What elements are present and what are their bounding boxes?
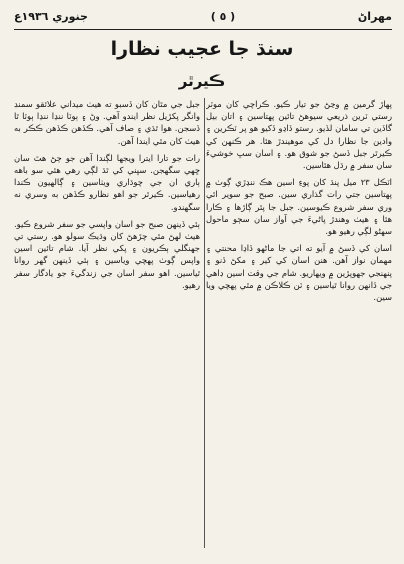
paragraph: اسان کي ڏسڻ ۾ آيو ته اتي جا ماڻهو ڏاڍا محنتي ۽ مهمان نواز آهن. هنن اسان کي کير ۽ مکڻ ڏنو ۽ پنهنجي جهوپڙين ۾ ويهاريو. شام جي وقت اسين ڊاهي جي ڏانهن روانا ٿياسين ۽ ٽن ڪلاڪن ۾ مٿي پهچي ويا سين. (206, 243, 392, 303)
text-column-right (206, 98, 392, 554)
paragraph: جبل جي مٿان کان ڏسبو ته هيٺ ميداني علائقو سمنڊ وانگر پکڙيل نظر ايندو آهي. وڻ ۽ ٻوٽا ننڍا ننڍا ٻوٽا ٿا ڏسجن. هوا ٿڌي ۽ صاف آهي. ڪڏهن ڪڏهن ڪڪر به هيٺ کان مٿي ايندا آهن. (14, 99, 200, 146)
text-column-left (14, 98, 200, 554)
page-number: ( ٥ ) (210, 9, 236, 23)
column-divider (204, 98, 205, 548)
header-rule (14, 29, 392, 30)
paragraph: اٽڪل ٢٣ ميل پنڌ کان پوءِ اسين هڪ ننڍڙي ڳوٺ ۾ پهتاسين جتي رات گذاري سين. صبح جو سوير اٿي وري سفر شروع ڪيوسين. جبل جا پٿر ڳاڙها ۽ ڪارا هئا ۽ هيٺ وهندڙ پاڻيءَ جي آواز سان سڄو ماحول سهڻو لڳي رهيو هو. (206, 177, 392, 237)
paragraph: پهاڙ گرمين ۾ وڃڻ جو تيار ڪيو. ڪراچي کان موٽر رستي ٽرين ذريعي سيوهڻ تائين پهتاسين ۽ اتان بيل گاڏين تي سامان لڏيو. رستو ڏاڍو ڏکيو هو پر ٽڪرين ۽ وادين جا نظارا دل کي موهيندڙ هئا. هر ڪنهن کي ڪيرٿر جبل ڏسڻ جو شوق هو. ۽ اسان سڀ خوشيءَ سان سفر ۾ رڌل هئاسين. (206, 99, 392, 171)
article-title: سنڌ جا عجيب نظارا (110, 38, 294, 60)
paragraph: ٻئي ڏينهن صبح جو اسان واپسي جو سفر شروع ڪيو. هيٺ لهڻ مٿي چڙهڻ کان وڌيڪ سولو هو. رستي تي جهنگلي ٻڪريون ۽ پکي نظر آيا. شام تائين اسين واپس ڳوٺ پهچي وياسين ۽ ٻئي ڏينهن گهر روانا ٿياسين. اهو سفر اسان جي زندگيءَ جو يادگار سفر رهيو. (14, 218, 200, 290)
article-subtitle: ڪيرٿر (178, 72, 226, 90)
issue-date: جنوري ١٩٣٦ع (14, 9, 88, 23)
running-header (14, 5, 392, 27)
journal-name: مهراڻ (357, 9, 392, 23)
paragraph: رات جو تارا ايترا ويجها لڳندا آهن جو ڄڻ هٿ سان ڇهي سگهجن. سڀني کي ٿڌ لڳي رهي هئي سو باهه ٻاري ان جي چوڌاري ويٺاسين ۽ ڳالهيون ڪندا رهياسين. ڪيرٿر جو اهو نظارو ڪڏهن به وسري نه سگهندو. (14, 152, 200, 212)
